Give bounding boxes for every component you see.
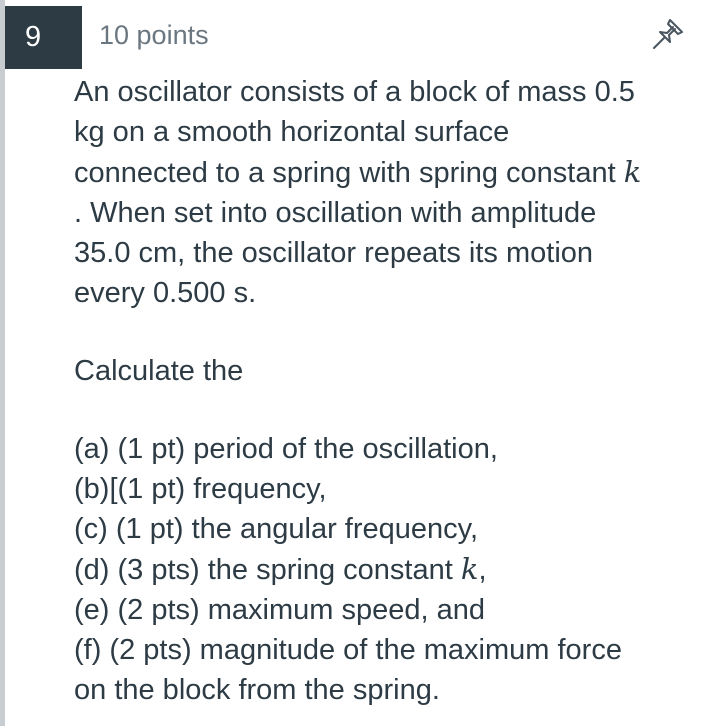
pushpin-icon[interactable] [646,14,688,56]
question-prompt: Calculate the [74,355,244,387]
question-parts [74,429,696,710]
intro-line-2: kg on a smooth horizontal surface [74,116,510,148]
intro-line-3: connected to a spring with spring constant [74,157,616,189]
part-c: (c) (1 pt) the angular frequency, [74,513,479,545]
question-number [5,6,82,69]
part-e: (e) (2 pts) maximum speed, and [74,594,485,626]
part-f: (f) (2 pts) magnitude of the maximum force [74,634,622,666]
question-number-label: 9 [25,21,42,53]
question-intro [74,72,696,313]
part-b: (b)[(1 pt) frequency, [74,473,327,505]
question-text [74,72,696,710]
part-a: (a) (1 pt) period of the oscillation, [74,433,498,465]
intro-line-1: An oscillator consists of a block of mass 0.5 [74,76,635,108]
part-f-continued: on the block from the spring. [74,674,440,706]
part-d-comma: , [478,554,487,586]
intro-line-6: every 0.500 s. [74,277,257,309]
intro-line-4: . When set into oscillation with amplitude [74,197,597,229]
left-rail [0,0,5,726]
math-k-part-d: k [460,552,479,586]
math-k: k [623,155,642,189]
intro-line-5: 35.0 cm, the oscillator repeats its motion [74,237,594,269]
part-d: (d) (3 pts) the spring constant [74,554,453,586]
question-points: 10 points [99,20,209,50]
